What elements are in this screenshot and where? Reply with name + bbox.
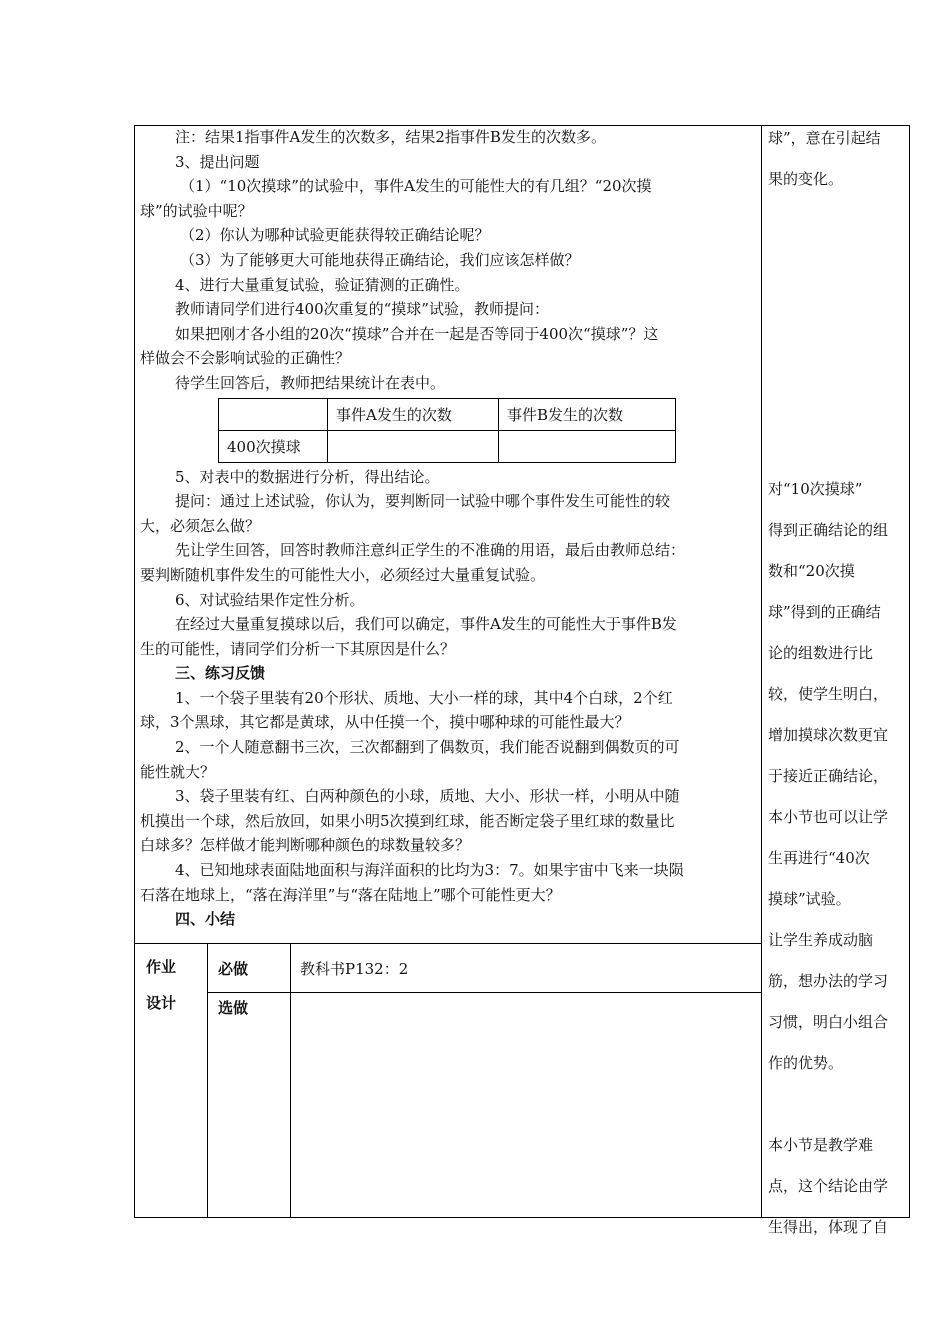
side-column-divider (761, 125, 762, 1218)
content-line: 6、对试验结果作定性分析。 (175, 590, 365, 609)
side-note-line: 球”得到的正确结 (768, 603, 881, 621)
content-paragraphs-bottom (140, 465, 760, 932)
content-line: （2）你认为哪种试验更能获得较正确结论呢？ (180, 226, 490, 245)
side-note-line: 数和“20次摸 (768, 562, 855, 580)
side-note-line: 习惯，明白小组合 (768, 1013, 889, 1031)
required-text: 教科书P132：2 (300, 960, 409, 978)
table-cell-label: 400次摸球 (219, 430, 328, 462)
content-line: 球，3个黑球，其它都是黄球，从中任摸一个，摸中哪种球的可能性最大？ (140, 713, 630, 732)
table-header-empty (219, 398, 328, 430)
content-line: 生的可能性，请同学们分析一下其原因是什么？ (140, 639, 456, 658)
side-note-line (768, 1084, 908, 1125)
side-note-line: 摸球”试验。 (768, 890, 851, 908)
content-line: 3、提出问题 (175, 152, 260, 171)
teaching-content (140, 125, 760, 932)
content-line: 大，必须怎么做？ (140, 516, 261, 535)
content-line: 球”的试验中呢？ (140, 201, 253, 220)
table-cell-a (328, 430, 499, 462)
table-header-event-a: 事件A发生的次数 (328, 398, 499, 430)
homework-top-border (134, 943, 762, 944)
content-line: 待学生回答后，教师把结果统计在表中。 (175, 373, 446, 392)
content-line: 4、已知地球表面陆地面积与海洋面积的比均为3：7。如果宇宙中飞来一块陨 (175, 861, 684, 880)
homework-label-line2: 设计 (146, 994, 177, 1012)
side-note-line: 本小节也可以让学 (768, 808, 889, 826)
side-note-line: 筋，想办法的学习 (768, 972, 889, 990)
side-note-line: 论的组数进行比 (768, 644, 874, 662)
side-note-line: 本小节是教学难 (768, 1136, 874, 1154)
content-line: 能性就大？ (140, 762, 216, 781)
content-line: 石落在地球上，“落在海洋里”与“落在陆地上”哪个可能性更大？ (140, 885, 561, 904)
side-note-line: 对“10次摸球” (768, 480, 863, 498)
content-line: 2、一个人随意翻书三次，三次都翻到了偶数页，我们能否说翻到偶数页的可 (175, 738, 680, 757)
content-line: 注：结果1指事件A发生的次数多，结果2指事件B发生的次数多。 (175, 128, 606, 146)
side-notes-top (768, 118, 908, 200)
table-header-row (219, 398, 676, 430)
side-note-line: 于接近正确结论， (768, 767, 889, 785)
statistics-table (218, 398, 676, 463)
side-note-line: 点，这个结论由学 (768, 1177, 889, 1195)
table-row (219, 430, 676, 462)
side-note-line: 生再进行“40次 (768, 849, 870, 867)
side-note-line: 作的优势。 (768, 1054, 844, 1072)
side-note-line: 果的变化。 (768, 170, 844, 188)
required-label: 必做 (218, 960, 249, 978)
content-line: 在经过大量重复摸球以后，我们可以确定，事件A发生的可能性大于事件B发 (175, 615, 677, 634)
homework-required-divider (207, 992, 762, 993)
content-line: 教师请同学们进行400次重复的“摸球”试验，教师提问： (175, 300, 549, 319)
side-note-line: 增加摸球次数更宜 (768, 726, 889, 744)
homework-sublabel-divider (290, 943, 291, 1218)
content-line: 3、袋子里装有红、白两种颜色的小球，质地、大小、形状一样，小明从中随 (175, 787, 680, 806)
side-note-line: 得到正确结论的组 (768, 521, 889, 539)
content-line: 5、对表中的数据进行分析，得出结论。 (175, 467, 440, 486)
side-note-line: 让学生养成动脑 (768, 931, 874, 949)
content-line: （1）“10次摸球”的试验中，事件A发生的可能性大的有几组？“20次摸 (180, 177, 652, 196)
content-line: 1、一个袋子里装有20个形状、质地、大小一样的球，其中4个白球，2个红 (175, 688, 673, 707)
content-line: 提问：通过上述试验，你认为，要判断同一试验中哪个事件发生可能性的较 (175, 492, 671, 511)
content-line: 先让学生回答，回答时教师注意纠正学生的不准确的用语，最后由教师总结： (175, 541, 686, 560)
content-paragraphs-top (140, 125, 760, 396)
section-heading: 三、练习反馈 (175, 664, 266, 683)
section-heading: 四、小结 (175, 910, 236, 929)
content-line: 机摸出一个球，然后放回，如果小明5次摸到红球，能否断定袋子里红球的数量比 (140, 811, 675, 830)
homework-label-divider (207, 943, 208, 1218)
table-header-event-b: 事件B发生的次数 (499, 398, 676, 430)
content-line: 4、进行大量重复试验，验证猜测的正确性。 (175, 275, 470, 294)
content-line: （3）为了能够更大可能地获得正确结论，我们应该怎样做？ (180, 250, 580, 269)
content-line: 如果把刚才各小组的20次“摸球”合并在一起是否等同于400次“摸球”？这 (175, 324, 659, 343)
optional-label: 选做 (218, 999, 249, 1017)
side-note-line: 生得出，体现了自 (768, 1218, 889, 1236)
content-line: 白球多？怎样做才能判断哪种颜色的球数量较多？ (140, 836, 471, 855)
homework-label-line1: 作业 (146, 958, 177, 976)
content-line: 样做会不会影响试验的正确性？ (140, 349, 351, 368)
side-note-line: 球”，意在引起结 (768, 129, 881, 147)
side-notes-main (768, 469, 908, 1248)
content-line: 要判断随机事件发生的可能性大小，必须经过大量重复试验。 (140, 565, 546, 584)
table-cell-b (499, 430, 676, 462)
side-note-line: 较，使学生明白， (768, 685, 889, 703)
